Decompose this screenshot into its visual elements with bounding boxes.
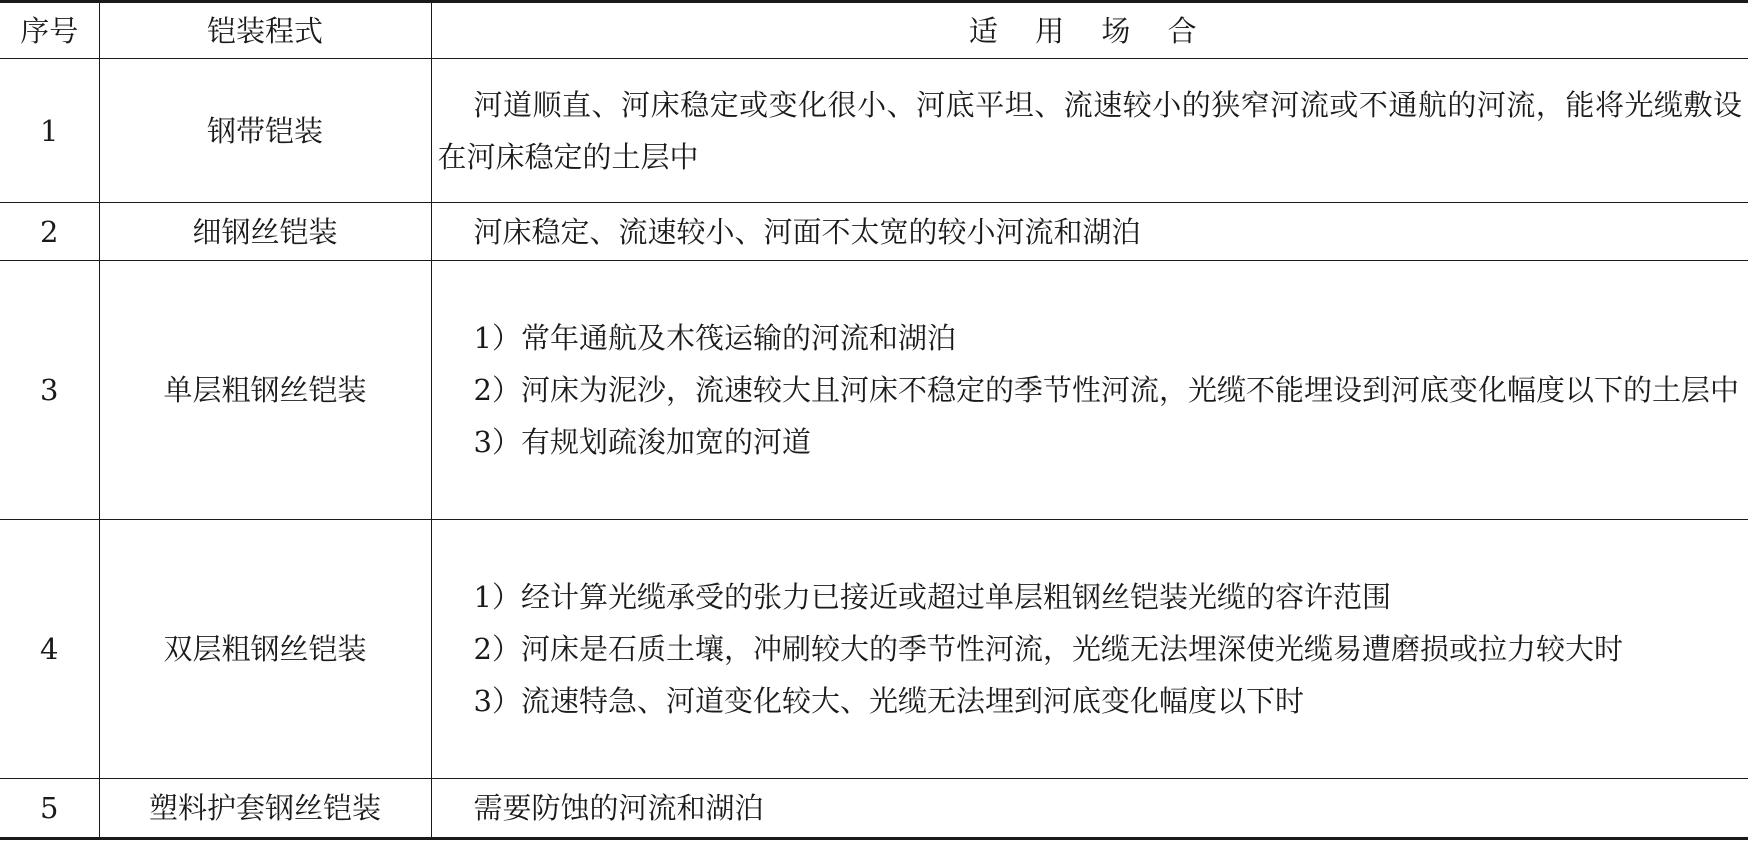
serial-number-cell: 2: [0, 203, 99, 261]
table-row: [0, 59, 1748, 203]
table-row: [0, 520, 1748, 779]
applicable-situation-cell: [431, 520, 1748, 779]
applicable-situation-cell: [431, 779, 1748, 839]
armor-type-cell: 细钢丝铠装: [99, 203, 431, 261]
situation-paragraph: 河床稳定、流速较小、河面不太宽的较小河流和湖泊: [473, 214, 1141, 249]
serial-number-cell: 1: [0, 59, 99, 203]
table-row: [0, 203, 1748, 261]
situation-paragraph: 需要防蚀的河流和湖泊: [473, 791, 764, 825]
header-applicable-situation: 适 用 场 合: [431, 2, 1748, 59]
table-row: [0, 261, 1748, 520]
header-serial-number: 序号: [0, 2, 99, 59]
situation-item: 3）流速特急、河道变化较大、光缆无法埋到河底变化幅度以下时: [473, 684, 1304, 718]
applicable-situation-cell: [431, 59, 1748, 203]
situation-paragraph: 河道顺直、河床稳定或变化很小、河底平坦、流速较小的狭窄河流或不通航的河流，能将光缆敷设在河床稳定的土层中: [437, 87, 1742, 174]
header-armor-type: 铠装程式: [99, 2, 431, 59]
serial-number-cell: 5: [0, 779, 99, 839]
situation-item: 2）河床是石质土壤，冲刷较大的季节性河流，光缆无法埋深使光缆易遭磨损或拉力较大时: [473, 632, 1623, 666]
armor-type-cell: 双层粗钢丝铠装: [99, 520, 431, 779]
situation-item: 1）经计算光缆承受的张力已接近或超过单层粗钢丝铠装光缆的容许范围: [473, 580, 1391, 614]
situation-item: 3）有规划疏浚加宽的河道: [473, 425, 811, 459]
applicable-situation-cell: [431, 261, 1748, 520]
serial-number-cell: 4: [0, 520, 99, 779]
situation-item: 2）河床为泥沙，流速较大且河床不稳定的季节性河流，光缆不能埋设到河底变化幅度以下的土层中: [473, 373, 1739, 407]
armor-type-cell: 钢带铠装: [99, 59, 431, 203]
armor-type-cell: 单层粗钢丝铠装: [99, 261, 431, 520]
armor-type-cell: 塑料护套钢丝铠装: [99, 779, 431, 839]
applicable-situation-cell: [431, 203, 1748, 261]
table-row: [0, 779, 1748, 839]
table-header-row: [0, 2, 1748, 59]
situation-item: 1）常年通航及木筏运输的河流和湖泊: [473, 321, 956, 355]
serial-number-cell: 3: [0, 261, 99, 520]
